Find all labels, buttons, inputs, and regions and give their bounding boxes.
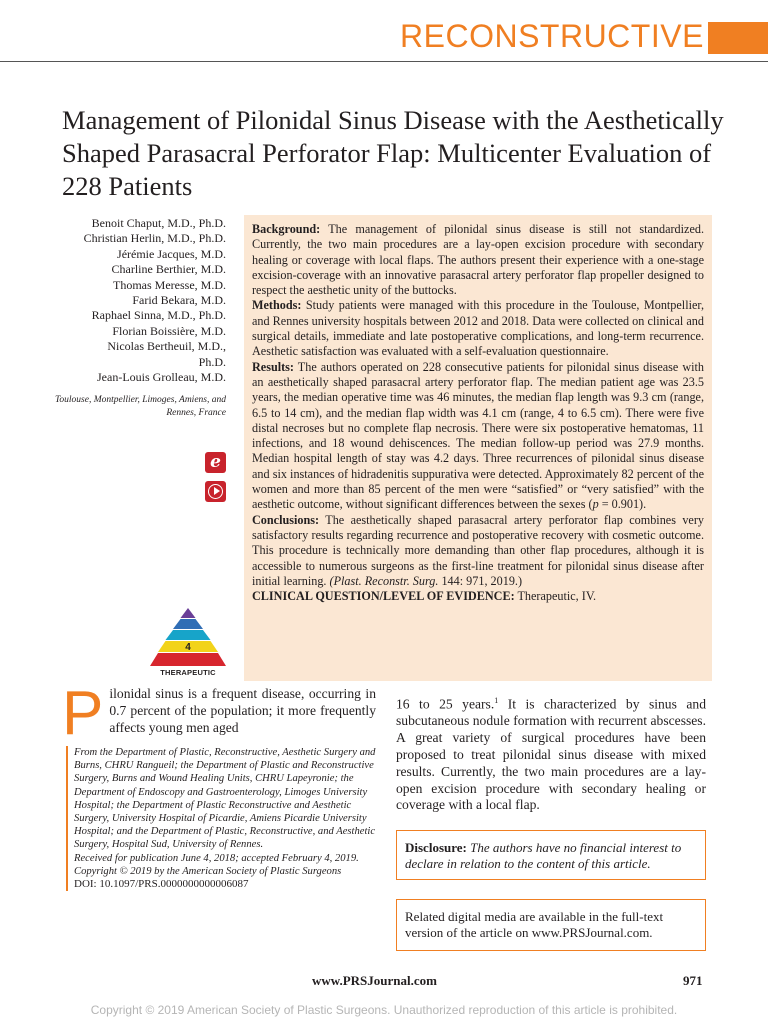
drop-cap: P — [62, 679, 104, 748]
evidence-label: THERAPEUTIC — [160, 668, 216, 677]
header-rule — [0, 61, 768, 62]
body-column-right — [396, 693, 706, 814]
footnote-departments: From the Department of Plastic, Reconstructive, Aesthetic Surgery and Burns, CHRU Rangueil; the Department of Plastic and Reconstructive Surgery, Burns and Wound Healing Units, CHRU Lapeyronie; the Department of Endoscopy and Gastroenterology, Limoges University Hospital; the Department of Plastic Reconstructive and Aesthetic Surgery, University Hospital of Picardie, Amiens Picardie University Hospital; and the Department of Plastic, Reconstructive, and Aesthetic Surgery, Hospital Sud, University of Rennes. — [74, 747, 376, 851]
disclosure-box — [396, 830, 706, 880]
author: Jérémie Jacques, M.D. — [117, 246, 226, 261]
author: Christian Herlin, M.D., Ph.D. — [83, 231, 226, 246]
abstract-background — [252, 222, 704, 298]
pyramid-tier-1 — [181, 608, 196, 618]
clinical-question-value: Therapeutic, IV. — [514, 589, 597, 604]
results-text: The authors operated on 228 consecutive patients for pilonidal sinus disease with an aesthetically shaped parasacral artery perforator flap. The median patient age was 23.5 years, the median operative time was 46 minutes, the median flap length was 9.3 cm (range, 6.5 to 14 cm), and the median flap width was 4.1 cm (range, 4 to 6.5 cm). There were five distal necroses but no complete flap necrosis. There were six postoperative hematomas, 11 infections, and 18 wound dehiscences. The median follow-up period was 27.9 months. Median hospital length of stay was 4.2 days. Three recurrences of pilonidal sinus disease and six instances of hidradenitis suppurativa were detected. Approximately 82 percent of the women and more than 85 percent of the men were “satisfied” or “very satisfied” with the aesthetic outcome, without significant differences between the sexes ( — [252, 359, 704, 512]
section-accent-bar — [708, 22, 768, 54]
journal-url-link[interactable]: www.PRSJournal.com — [312, 973, 437, 988]
body-column-left — [62, 679, 376, 748]
abstract-methods — [252, 298, 704, 359]
results-text-end: = 0.901). — [598, 497, 647, 512]
abstract-conclusions — [252, 513, 704, 589]
body-text-a: 16 to 25 years. — [396, 696, 495, 712]
background-text: The management of pilonidal sinus disease is still not standardized. Currently, the two main procedures are a lay-open excision procedure with secondary healing or coverage with local flaps. The authors present their experience with a one-stage excision-coverage with an innovative parasacral artery perforator flap propeller designed to respect the aesthetic unity of the buttocks. — [252, 222, 704, 298]
methods-text: Study patients were managed with this procedure in the Toulouse, Montpellier, and Rennes university hospitals between 2012 and 2018. Data were collected on clinical and surgical details, immediate and late postoperative complications, and long-term recurrence. Aesthetic satisfaction was evaluated with a self-evaluation questionnaire. — [252, 298, 704, 359]
citation-journal: (Plast. Reconstr. Surg. — [329, 573, 439, 588]
evidence-pyramid-icon — [150, 608, 226, 666]
background-label: Background: — [252, 222, 321, 236]
body-intro-text: ilonidal sinus is a frequent disease, occurring in 0.7 percent of the population; it more frequently affects young men aged — [109, 686, 376, 735]
disclosure-text: The authors have no financial interest to declare in relation to the content of this article. — [405, 840, 682, 871]
play-triangle — [214, 487, 220, 495]
digital-media-text: Related digital media are available in the full-text version of the article on www.PRSJournal.com. — [405, 909, 664, 940]
methods-label: Methods: — [252, 298, 302, 313]
disclosure-label: Disclosure: — [405, 840, 467, 855]
author: Jean-Louis Grolleau, M.D. — [97, 370, 226, 385]
reference-superscript[interactable]: 1 — [494, 696, 499, 705]
page-number: 971 — [683, 973, 703, 988]
abstract-results — [252, 360, 704, 513]
e-icon[interactable]: e — [205, 452, 226, 473]
p-value-symbol: p — [592, 497, 599, 512]
conclusions-label: Conclusions: — [252, 512, 320, 527]
author: Thomas Meresse, M.D. — [113, 277, 226, 292]
copyright-notice: Copyright © 2019 American Society of Plastic Surgeons. Unauthorized reproduction of this article is prohibited. — [90, 1003, 678, 1017]
abstract-clinical-question — [252, 589, 704, 604]
conclusions-text: The aesthetically shaped parasacral artery perforator flap combines very satisfactory results regarding recurrence and postoperative recovery with cosmetic outcome. This procedure is technically more demanding than other flap procedures, although it is accessible to numerous surgeons as the first-line treatment for pilonidal sinus disease after initial learning. — [252, 512, 704, 588]
author: Benoit Chaput, M.D., Ph.D. — [91, 216, 226, 230]
abstract-box — [244, 215, 712, 681]
article-title: Management of Pilonidal Sinus Disease with the Aesthetically Shaped Parasacral Perforator Flap: Multicenter Evaluation of 228 Patients — [62, 105, 724, 201]
evidence-level: 4 — [185, 642, 191, 653]
pyramid-tier-5 — [150, 653, 226, 666]
pyramid-tier-3 — [166, 630, 211, 640]
author: Charline Berthier, M.D. — [111, 262, 226, 277]
results-label: Results: — [252, 359, 294, 374]
clinical-question-label: CLINICAL QUESTION/LEVEL OF EVIDENCE: — [252, 589, 515, 604]
footnote-copyright: Copyright © 2019 by the American Society of Plastic Surgeons — [74, 865, 342, 877]
body-text-b: It is characterized by sinus and subcutaneous nodule formation with recurrent abscesses. A great variety of surgical procedures have been proposed to treat pilonidal sinus disease with mixed results. Currently, the two main procedures are a lay-open excision procedure with secondary healing or coverage with a local flap. — [396, 696, 706, 813]
video-play-icon[interactable] — [205, 481, 226, 502]
section-label: RECONSTRUCTIVE — [400, 18, 704, 54]
author: Florian Boissière, M.D. — [112, 323, 226, 338]
author-affiliation: Toulouse, Montpellier, Limoges, Amiens, and Rennes, France — [54, 395, 226, 418]
footnote-block — [66, 746, 376, 891]
author: Ph.D. — [198, 354, 226, 369]
footnote-received: Received for publication June 4, 2018; accepted February 4, 2019. — [74, 852, 359, 864]
pyramid-tier-2 — [173, 619, 203, 629]
author-list — [40, 216, 226, 385]
author: Farid Bekara, M.D. — [132, 293, 226, 308]
author: Raphael Sinna, M.D., Ph.D. — [91, 308, 226, 323]
author: Nicolas Bertheuil, M.D., — [107, 339, 226, 354]
digital-media-box — [396, 899, 706, 951]
citation-rest: 144: 971, 2019.) — [438, 573, 523, 588]
footnote-doi[interactable]: DOI: 10.1097/PRS.0000000000006087 — [74, 878, 249, 891]
